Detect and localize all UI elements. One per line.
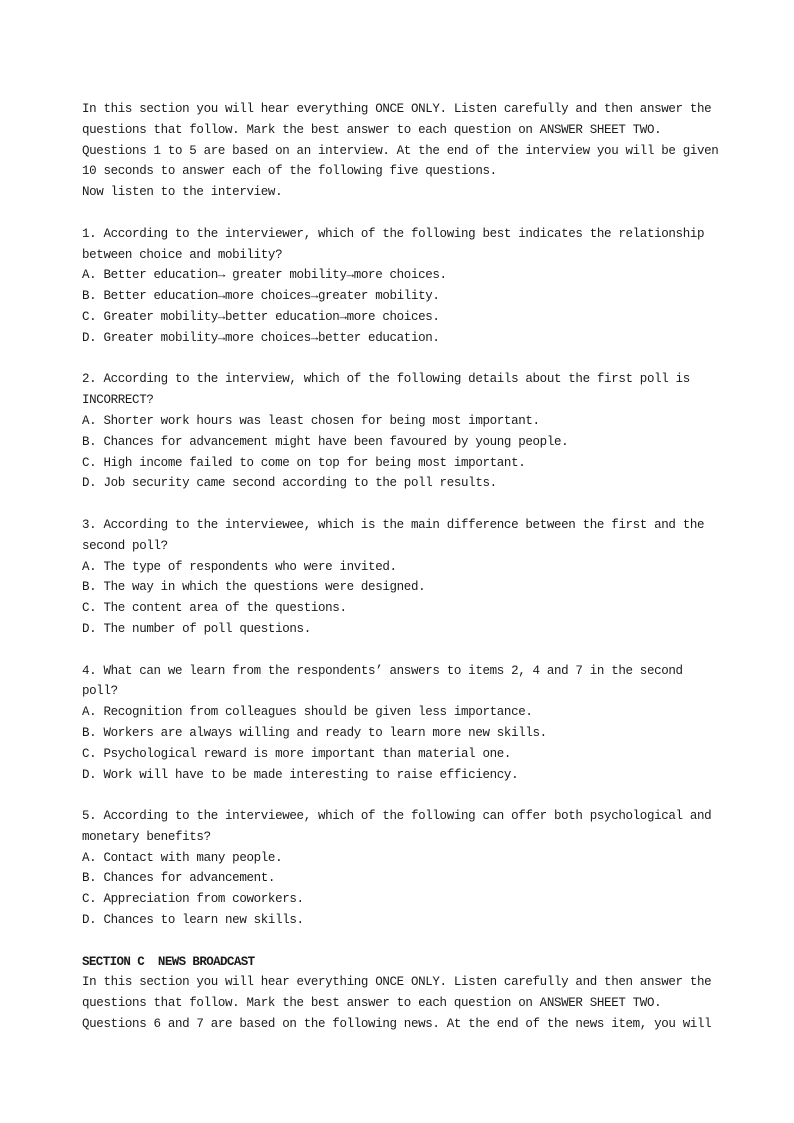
question-stem: 5. According to the interviewee, which of the following can offer both psychological and — [82, 809, 712, 824]
instruction-line: questions that follow. Mark the best answer to each question on ANSWER SHEET TWO. — [82, 122, 662, 137]
question-stem: between choice and mobility? — [82, 247, 283, 262]
answer-option-d: D. Greater mobility→more choices→better education. — [82, 330, 440, 345]
answer-option-b: B. The way in which the questions were designed. — [82, 580, 426, 595]
question-stem: 2. According to the interview, which of the following details about the first poll is — [82, 372, 690, 387]
instruction-line: In this section you will hear everything ONCE ONLY. Listen carefully and then answer the — [82, 975, 712, 990]
answer-option-c: C. Appreciation from coworkers. — [82, 892, 304, 907]
question-3 — [82, 515, 722, 640]
question-stem: 4. What can we learn from the respondents’ answers to items 2, 4 and 7 in the second poll? — [82, 663, 690, 699]
answer-option-a: A. Shorter work hours was least chosen for being most important. — [82, 413, 540, 428]
answer-option-d: D. Job security came second according to the poll results. — [82, 476, 497, 491]
instruction-line: Questions 1 to 5 are based on an interview. At the end of the interview you will be given — [82, 143, 719, 158]
answer-option-b: B. Chances for advancement might have been favoured by young people. — [82, 434, 569, 449]
question-2 — [82, 369, 722, 494]
instruction-line: Now listen to the interview. — [82, 185, 283, 200]
document-page — [82, 99, 722, 1035]
question-stem: second poll? — [82, 538, 168, 553]
spacer — [82, 494, 722, 515]
answer-option-a: A. Better education→ greater mobility→more choices. — [82, 268, 447, 283]
question-4 — [82, 661, 722, 786]
section-heading: SECTION C NEWS BROADCAST — [82, 954, 255, 969]
instruction-line: In this section you will hear everything ONCE ONLY. Listen carefully and then answer the — [82, 102, 712, 116]
answer-option-b: B. Workers are always willing and ready to learn more new skills. — [82, 725, 547, 740]
answer-option-d: D. Chances to learn new skills. — [82, 913, 304, 928]
answer-option-c: C. The content area of the questions. — [82, 601, 347, 616]
answer-option-d: D. The number of poll questions. — [82, 621, 311, 636]
answer-option-d: D. Work will have to be made interesting to raise efficiency. — [82, 767, 519, 782]
answer-option-a: A. The type of respondents who were invited. — [82, 559, 397, 574]
spacer — [82, 349, 722, 370]
instruction-line: 10 seconds to answer each of the following five questions. — [82, 164, 497, 179]
question-stem: INCORRECT? — [82, 393, 154, 408]
question-5 — [82, 806, 722, 931]
spacer — [82, 931, 722, 952]
answer-option-a: A. Contact with many people. — [82, 850, 283, 865]
spacer — [82, 640, 722, 661]
question-stem: 3. According to the interviewee, which is the main difference between the first and the — [82, 517, 705, 532]
spacer — [82, 785, 722, 806]
question-stem: 1. According to the interviewer, which of the following best indicates the relationship — [82, 226, 705, 241]
answer-option-c: C. Psychological reward is more important than material one. — [82, 746, 512, 761]
instruction-line: questions that follow. Mark the best answer to each question on ANSWER SHEET TWO. — [82, 996, 662, 1011]
section-c — [82, 952, 722, 1035]
answer-option-c: C. High income failed to come on top for being most important. — [82, 455, 526, 470]
answer-option-b: B. Better education→more choices→greater mobility. — [82, 289, 440, 304]
answer-option-a: A. Recognition from colleagues should be given less importance. — [82, 705, 533, 720]
answer-option-c: C. Greater mobility→better education→more choices. — [82, 309, 440, 324]
question-1 — [82, 224, 722, 349]
spacer — [82, 203, 722, 224]
instruction-line: Questions 6 and 7 are based on the following news. At the end of the news item, you will — [82, 1017, 712, 1032]
answer-option-b: B. Chances for advancement. — [82, 871, 276, 886]
question-stem: monetary benefits? — [82, 829, 211, 844]
intro-instructions — [82, 99, 722, 203]
